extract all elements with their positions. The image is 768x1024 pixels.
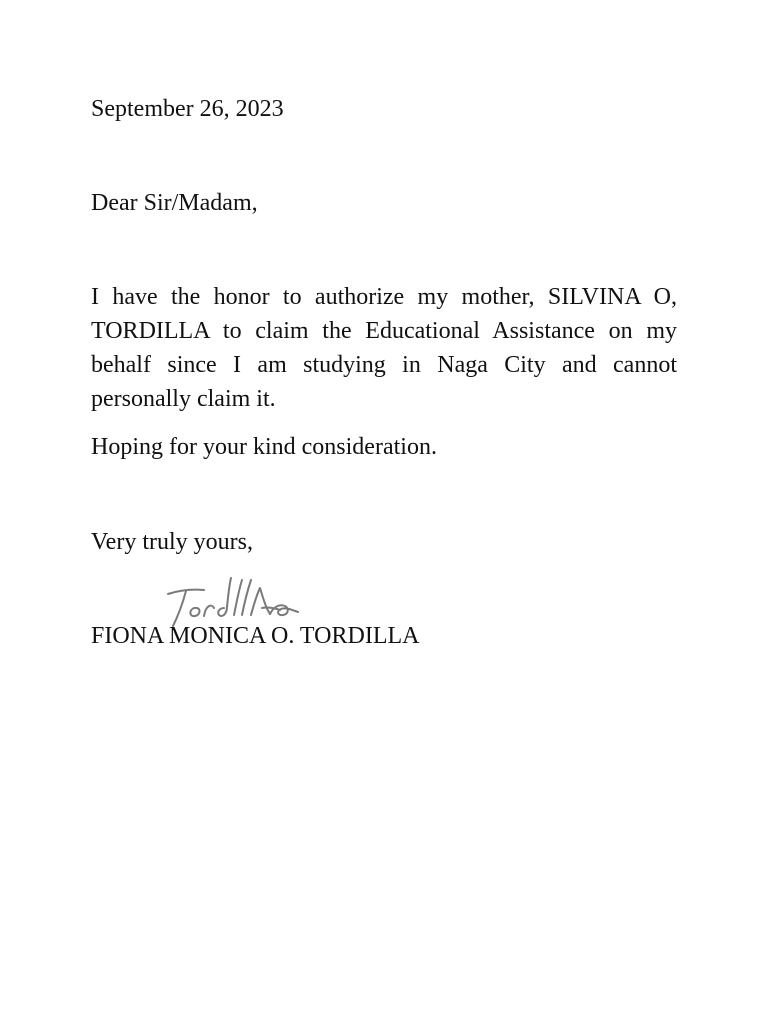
salutation: Dear Sir/Madam, xyxy=(91,190,258,216)
signer-name: FIONA MONICA O. TORDILLA xyxy=(91,623,420,649)
letter-date: September 26, 2023 xyxy=(91,96,284,122)
closing-paragraph: Hoping for your kind consideration. xyxy=(91,434,437,460)
valediction: Very truly yours, xyxy=(91,529,253,555)
body-paragraph: I have the honor to authorize my mother, SILVINA O, TORDILLA to claim the Educational Assistance on my behalf since I am studying in Naga City and cannot personally claim it. xyxy=(91,284,677,412)
